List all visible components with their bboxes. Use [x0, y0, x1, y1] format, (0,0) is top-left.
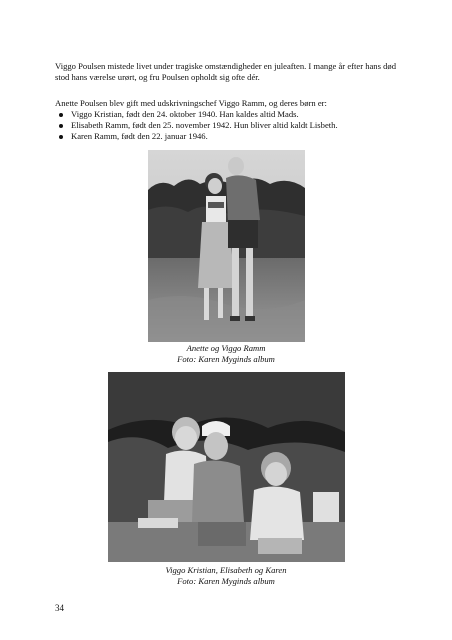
photo-three-children — [108, 372, 345, 562]
photo1-caption-credit: Foto: Karen Myginds album — [177, 353, 275, 364]
paragraph-viggo-poulsen: Viggo Poulsen mistede livet under tragiske omstændigheder en juleaften. I mange år efter hans død stod hans værelse urørt, og fru Poulsen opholdt sig ofte dér. — [55, 61, 396, 82]
photo2-caption — [0, 565, 452, 586]
paragraph-anette-poulsen: Anette Poulsen blev gift med udskrivningschef Viggo Ramm, og deres børn er: — [55, 98, 327, 108]
list-item: Karen Ramm, født den 22. januar 1946. — [55, 131, 395, 142]
photo-anette-and-viggo — [148, 150, 305, 342]
photo2-caption-title: Viggo Kristian, Elisabeth og Karen — [165, 565, 287, 575]
children-list — [55, 109, 395, 142]
photo2-caption-credit: Foto: Karen Myginds album — [177, 575, 275, 586]
couple-photo-image — [148, 150, 305, 342]
list-item: Elisabeth Ramm, født den 25. november 1942. Hun bliver altid kaldt Lisbeth. — [55, 120, 395, 131]
photo1-caption-title: Anette og Viggo Ramm — [186, 343, 266, 353]
children-photo-image — [108, 372, 345, 562]
photo1-caption — [0, 343, 452, 364]
list-item: Viggo Kristian, født den 24. oktober 1940. Han kaldes altid Mads. — [55, 109, 395, 120]
page-number: 34 — [55, 603, 64, 613]
